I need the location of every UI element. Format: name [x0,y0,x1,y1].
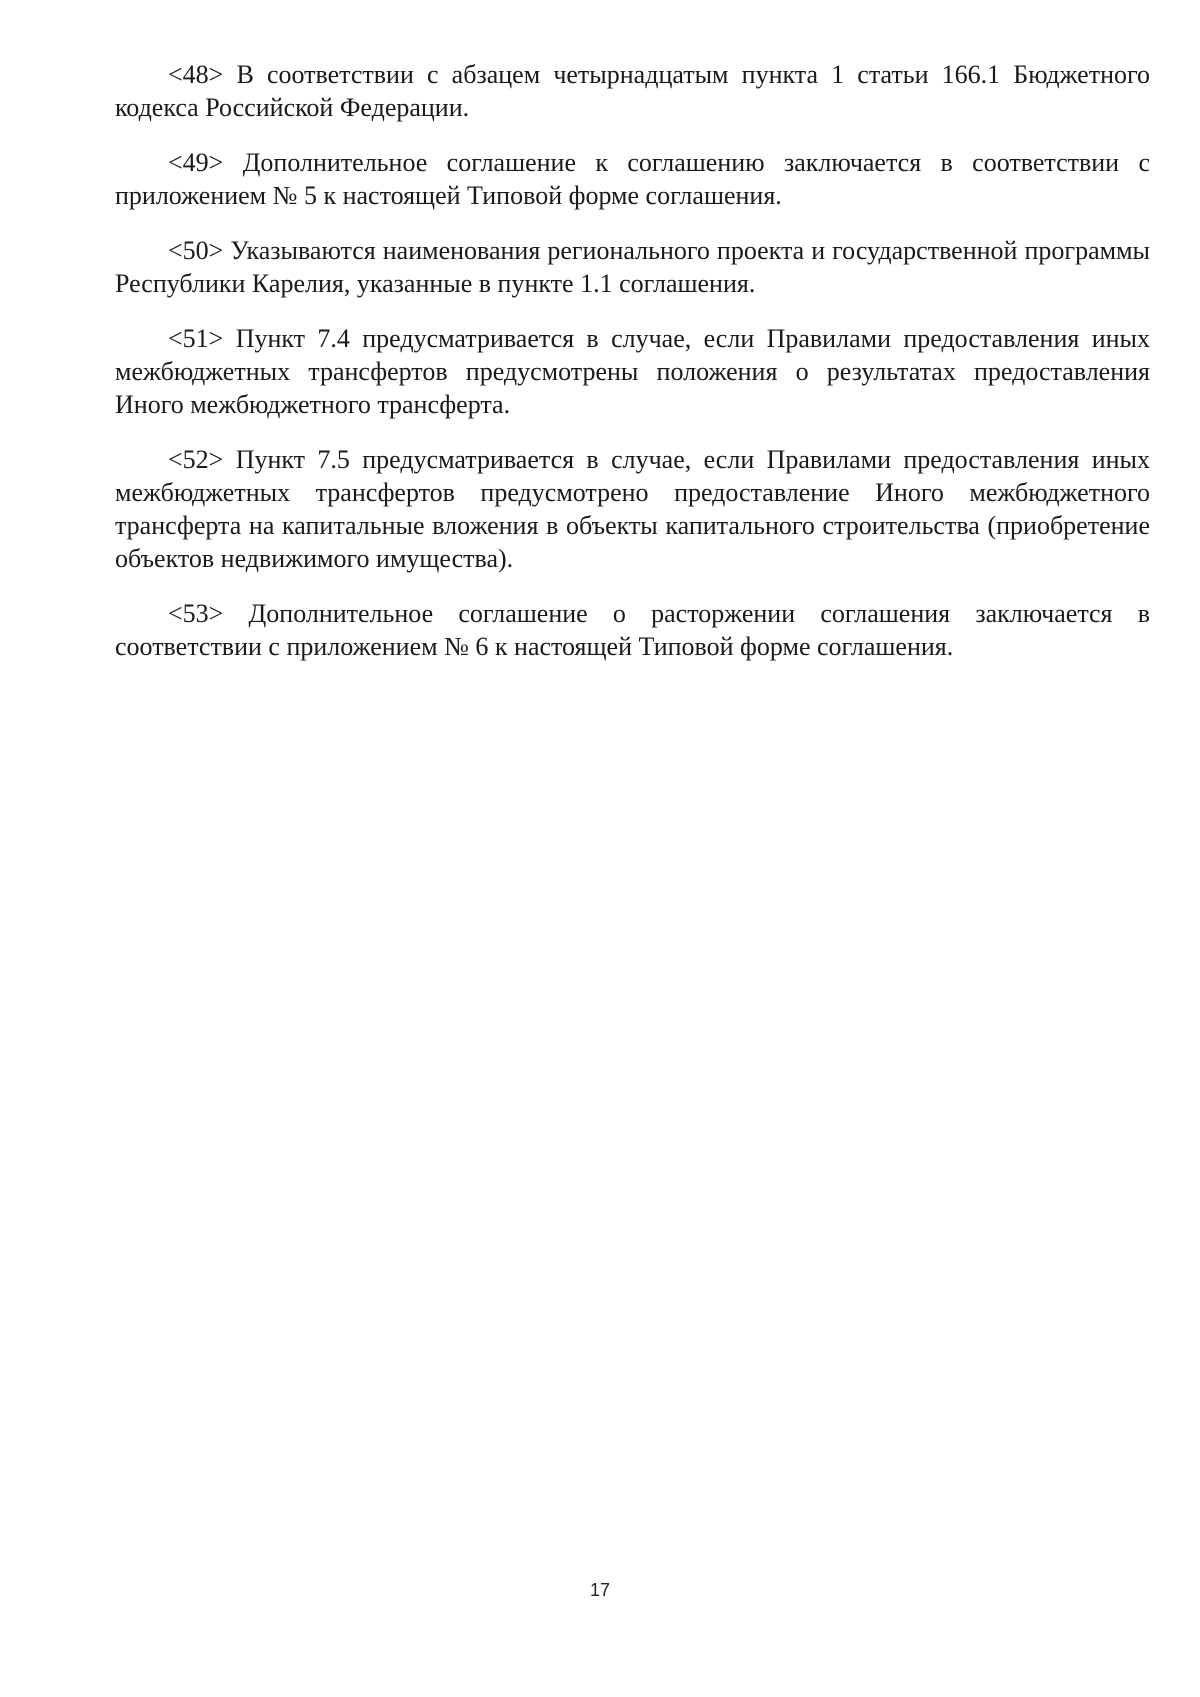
footnote-49: <49> Дополнительное соглашение к соглашению заключается в соответствии с приложением № 5 к настоящей Типовой форме соглашения. [115,148,1150,210]
footnote-48: <48> В соответствии с абзацем четырнадцатым пункта 1 статьи 166.1 Бюджетного кодекса Российской Федерации. [115,60,1150,122]
footnote-51: <51> Пункт 7.4 предусматривается в случае, если Правилами предоставления иных межбюджетных трансфертов предусмотрены положения о результатах предоставления Иного межбюджетного трансферта. [115,324,1150,419]
page-number: 17 [589,1580,611,1600]
footnote-52: <52> Пункт 7.5 предусматривается в случае, если Правилами предоставления иных межбюджетных трансфертов предусмотрено предоставление Иного межбюджетного трансферта на капитальные вложения в объекты капитального строительства (приобретение объектов недвижимого имущества). [115,445,1150,573]
footnotes-list [115,58,1150,685]
footnote-53: <53> Дополнительное соглашение о расторжении соглашения заключается в соответствии с приложением № 6 к настоящей Типовой форме соглашения. [115,599,1150,661]
footnote-50: <50> Указываются наименования регионального проекта и государственной программы Республики Карелия, указанные в пункте 1.1 соглашения. [115,236,1150,298]
